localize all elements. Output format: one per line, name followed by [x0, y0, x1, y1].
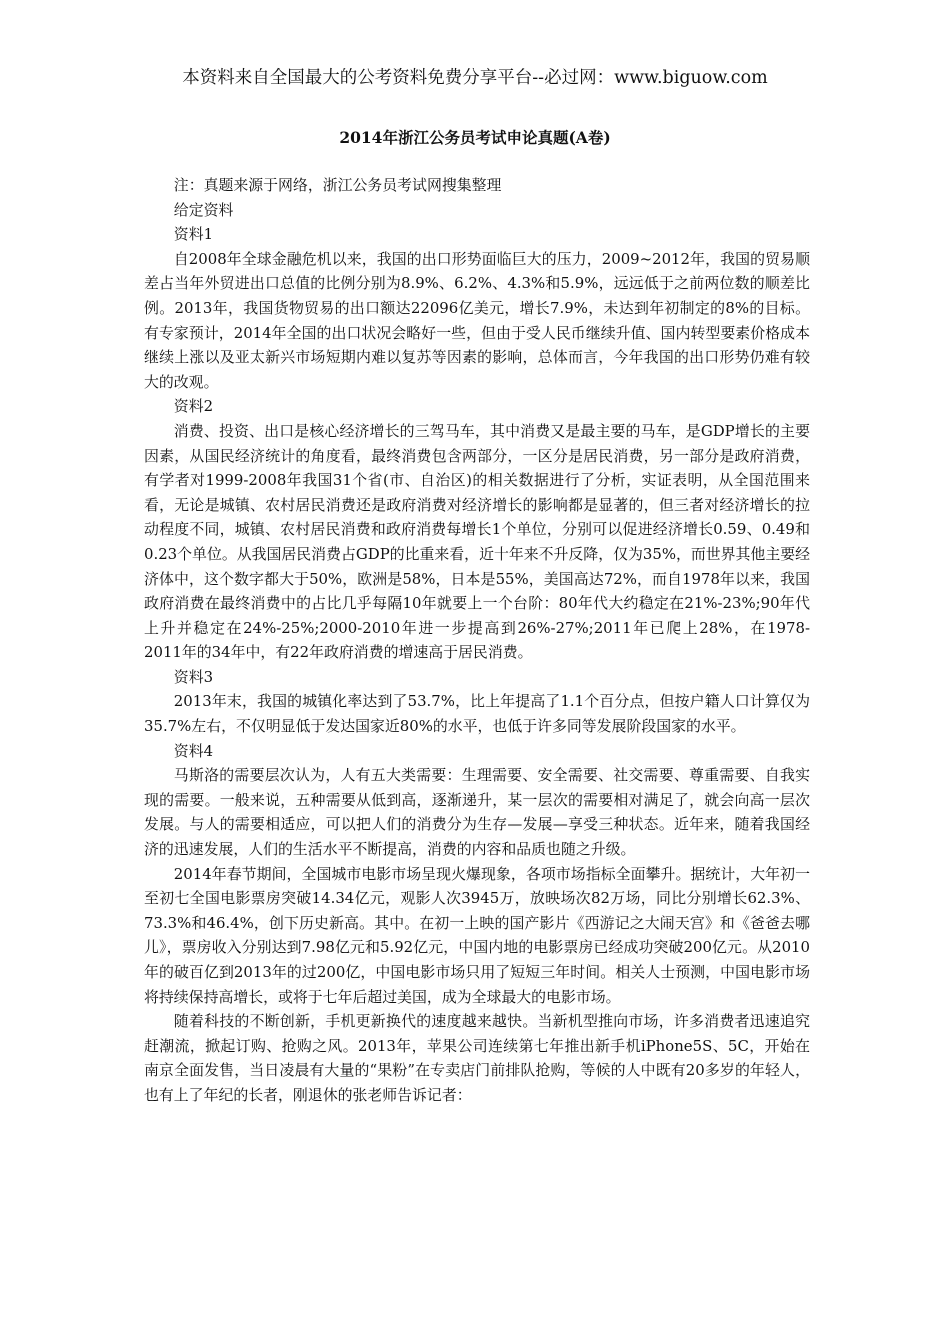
material-paragraph: 随着科技的不断创新，手机更新换代的速度越来越快。当新机型推向市场，许多消费者迅速追究赶潮流，掀起订购、抢购之风。2013年，苹果公司连续第七年推出新手机iPhone5S、5C，开始在南京全面发售，当日凌晨有大量的“果粉”在专卖店门前排队抢购，等候的人中既有20多岁的年轻人，也有上了年纪的长者，刚退休的张老师告诉记者：: [144, 1012, 810, 1104]
material-label: 资料2: [173, 397, 214, 416]
source-note: 注：真题来源于网络，浙江公务员考试网搜集整理: [173, 176, 502, 194]
material-paragraph: 2014年春节期间，全国城市电影市场呈现火爆现象，各项市场指标全面攀升。据统计，大年初一至初七全国电影票房突破14.34亿元，观影人次3945万，放映场次82万场，同比分别增长62.3%、73.3%和46.4%，创下历史新高。其中。在初一上映的国产影片《西游记之大闹天宫》和《爸爸去哪儿》，票房收入分别达到7.98亿元和5.92亿元，中国内地的电影票房已经成功突破200亿元。从2010年的破百亿到2013年的过200亿，中国电影市场只用了短短三年时间。相关人士预测，中国电影市场将持续保持高增长，或将于七年后超过美国，成为全球最大的电影市场。: [144, 864, 810, 1006]
material-label: 资料1: [173, 225, 214, 244]
document-title: 2014年浙江公务员考试申论真题(A卷): [339, 128, 611, 147]
material-paragraph: 消费、投资、出口是核心经济增长的三驾马车，其中消费又是最主要的马车，是GDP增长的主要因素，从国民经济统计的角度看，最终消费包含两部分，一区分是居民消费，另一部分是政府消费，有学者对1999-2008年我国31个省(市、自治区)的相关数据进行了分析，实证表明，从全国范围来看，无论是城镇、农村居民消费还是政府消费对经济增长的影响都是显著的，但三者对经济增长的拉动程度不同，城镇、农村居民消费和政府消费每增长1个单位，分别可以促进经济增长0.59、0.49和0.23个单位。从我国居民消费占GDP的比重来看，近十年来不升反降，仅为35%，而世界其他主要经济体中，这个数字都大于50%，欧洲是58%，日本是55%，美国高达72%，而自1978年以来，我国政府消费在最终消费中的占比几乎每隔10年就要上一个台阶：80年代大约稳定在21%-23%;90年代上升并稳定在24%-25%;2000-2010年进一步提高到26%-27%;2011年已爬上28%，在1978-2011年的34年中，有22年政府消费的增速高于居民消费。: [144, 421, 810, 662]
material-paragraph: 2013年末，我国的城镇化率达到了53.7%，比上年提高了1.1个百分点，但按户籍人口计算仅为35.7%左右，不仅明显低于发达国家近80%的水平，也低于许多同等发展阶段国家的水平。: [144, 692, 810, 736]
material-paragraph: 自2008年全球金融危机以来，我国的出口形势面临巨大的压力，2009~2012年，我国的贸易顺差占当年外贸进出口总值的比例分别为8.9%、6.2%、4.3%和5.9%，远远低于之前两位数的顺差比例。2013年，我国货物贸易的出口额达22096亿美元，增长7.9%，未达到年初制定的8%的目标。有专家预计，2014年全国的出口状况会略好一些，但由于受人民币继续升值、国内转型要素价格成本继续上涨以及亚太新兴市场短期内难以复苏等因素的影响，总体而言，今年我国的出口形势仍难有较大的改观。: [144, 249, 810, 391]
material-label: 资料3: [173, 667, 214, 686]
document-body: [144, 173, 810, 1108]
section-label: 给定资料: [173, 200, 234, 219]
material-label: 资料4: [173, 741, 214, 760]
material-paragraph: 马斯洛的需要层次认为，人有五大类需要：生理需要、安全需要、社交需要、尊重需要、自我实现的需要。一般来说，五种需要从低到高，逐渐递升，某一层次的需要相对满足了，就会向高一层次发展。与人的需要相适应，可以把人们的消费分为生存—发展—享受三种状态。近年来，随着我国经济的迅速发展，人们的生活水平不断提高，消费的内容和品质也随之升级。: [144, 766, 810, 859]
source-header: 本资料来自全国最大的公考资料免费分享平台--必过网：www.biguow.com: [182, 68, 768, 88]
